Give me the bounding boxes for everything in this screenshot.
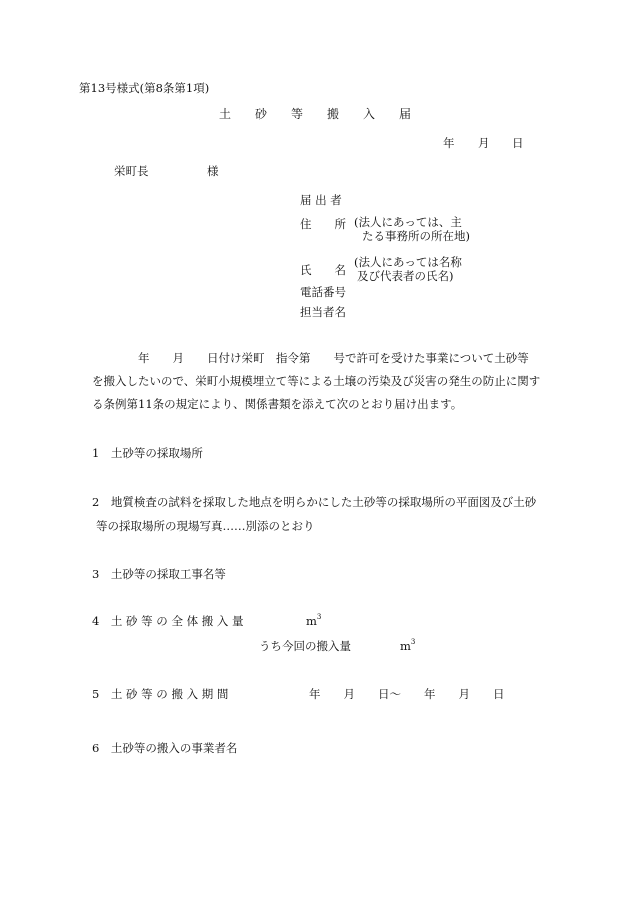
body-line: る条例第11条の規定により、関係書類を添えて次のとおり届け出ます。: [92, 397, 463, 411]
title-char: 等: [291, 107, 304, 121]
page-title: [219, 106, 415, 122]
date-year: 年: [443, 136, 455, 150]
item-5-period: 年 月 日～ 年 月 日: [309, 687, 505, 701]
applicant-heading: 届 出 者: [300, 193, 342, 207]
item-2-line2: 等の採取場所の現場写真……別添のとおり: [96, 519, 315, 533]
item-4-sub: うち今回の搬入量: [259, 639, 351, 653]
unit-m: m: [306, 614, 317, 628]
date-month: 月: [478, 136, 490, 150]
name-label: 氏 名: [300, 263, 346, 277]
title-char: 届: [399, 107, 412, 121]
title-char: 土: [219, 107, 232, 121]
body-line: を搬入したいので、栄町小規模埋立て等による土壌の汚染及び災害の発生の防止に関す: [92, 374, 541, 388]
address-note: たる事務所の所在地): [362, 229, 470, 243]
unit-superscript: 3: [316, 613, 322, 621]
body-paragraph: [92, 347, 562, 416]
item-3: 3 土砂等の採取工事名等: [92, 567, 226, 581]
addressee-honorific: 様: [207, 164, 219, 178]
name-note: 及び代表者の氏名): [357, 269, 454, 283]
item-1: 1 土砂等の採取場所: [92, 446, 203, 460]
address-note: (法人にあっては、主: [354, 215, 462, 229]
date-day: 日: [512, 136, 524, 150]
title-char: 砂: [255, 107, 268, 121]
item-2-line1: 2 地質検査の試料を採取した地点を明らかにした土砂等の採取場所の平面図及び土砂: [92, 495, 537, 509]
title-char: 入: [363, 107, 376, 121]
title-char: 搬: [327, 107, 340, 121]
unit-superscript: 3: [410, 638, 416, 646]
form-number: 第13号様式(第8条第1項): [79, 81, 210, 95]
phone-label: 電話番号: [300, 285, 346, 299]
item-4-unit: [306, 613, 321, 629]
contact-label: 担当者名: [300, 305, 346, 319]
address-label: 住 所: [300, 217, 346, 231]
item-4-sub-unit: [400, 638, 415, 654]
name-note: (法人にあっては名称: [354, 255, 462, 269]
unit-m: m: [400, 639, 411, 653]
item-6: 6 土砂等の搬入の事業者名: [92, 741, 238, 755]
item-4: 4 土 砂 等 の 全 体 搬 入 量: [92, 614, 244, 628]
item-5: 5 土 砂 等 の 搬 入 期 間: [92, 687, 229, 701]
body-line: 年 月 日付け栄町 指令第 号で許可を受けた事業について土砂等: [92, 351, 529, 365]
addressee-name: 栄町長: [114, 164, 149, 178]
